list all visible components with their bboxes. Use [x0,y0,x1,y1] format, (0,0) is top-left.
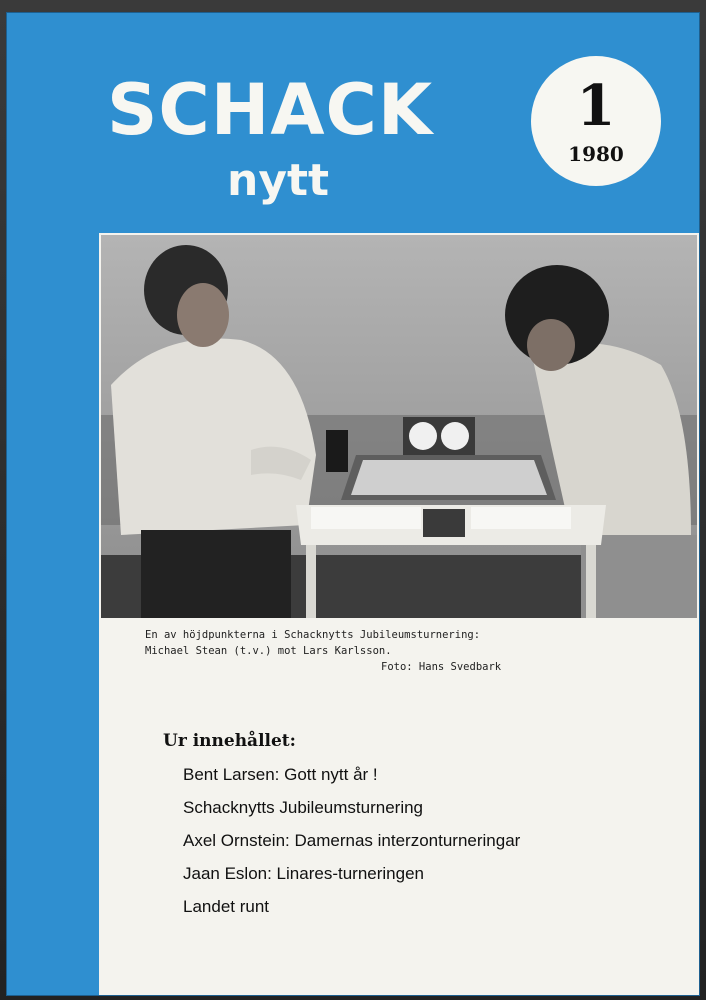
cover-photo [101,235,697,618]
contents-item: Schacknytts Jubileumsturnering [183,798,424,817]
issue-badge [531,56,661,186]
contents-heading: Ur innehållet: [163,731,296,751]
table-of-contents [163,731,683,930]
contents-list [163,765,683,930]
photo-credit: Foto: Hans Svedbark [381,661,502,673]
magazine-title: SCHACK [107,69,434,151]
contents-item: Landet runt [183,897,270,916]
contents-item: Bent Larsen: Gott nytt år ! [183,765,378,784]
contents-item: Jaan Eslon: Linares-turneringen [183,864,424,883]
magazine-cover [6,12,700,996]
caption-line-2: Michael Stean (t.v.) mot Lars Karlsson. [145,645,392,657]
contents-item: Axel Ornstein: Damernas interzonturneringar [183,831,521,850]
masthead [107,69,507,215]
issue-number: 1 [576,73,616,139]
caption-line-1: En av höjdpunkterna i Schacknytts Jubileumsturnering: [145,629,481,641]
photo-caption [145,627,665,675]
chess-players-photo [101,235,697,618]
issue-year: 1980 [568,142,624,166]
magazine-subtitle: nytt [227,155,330,206]
